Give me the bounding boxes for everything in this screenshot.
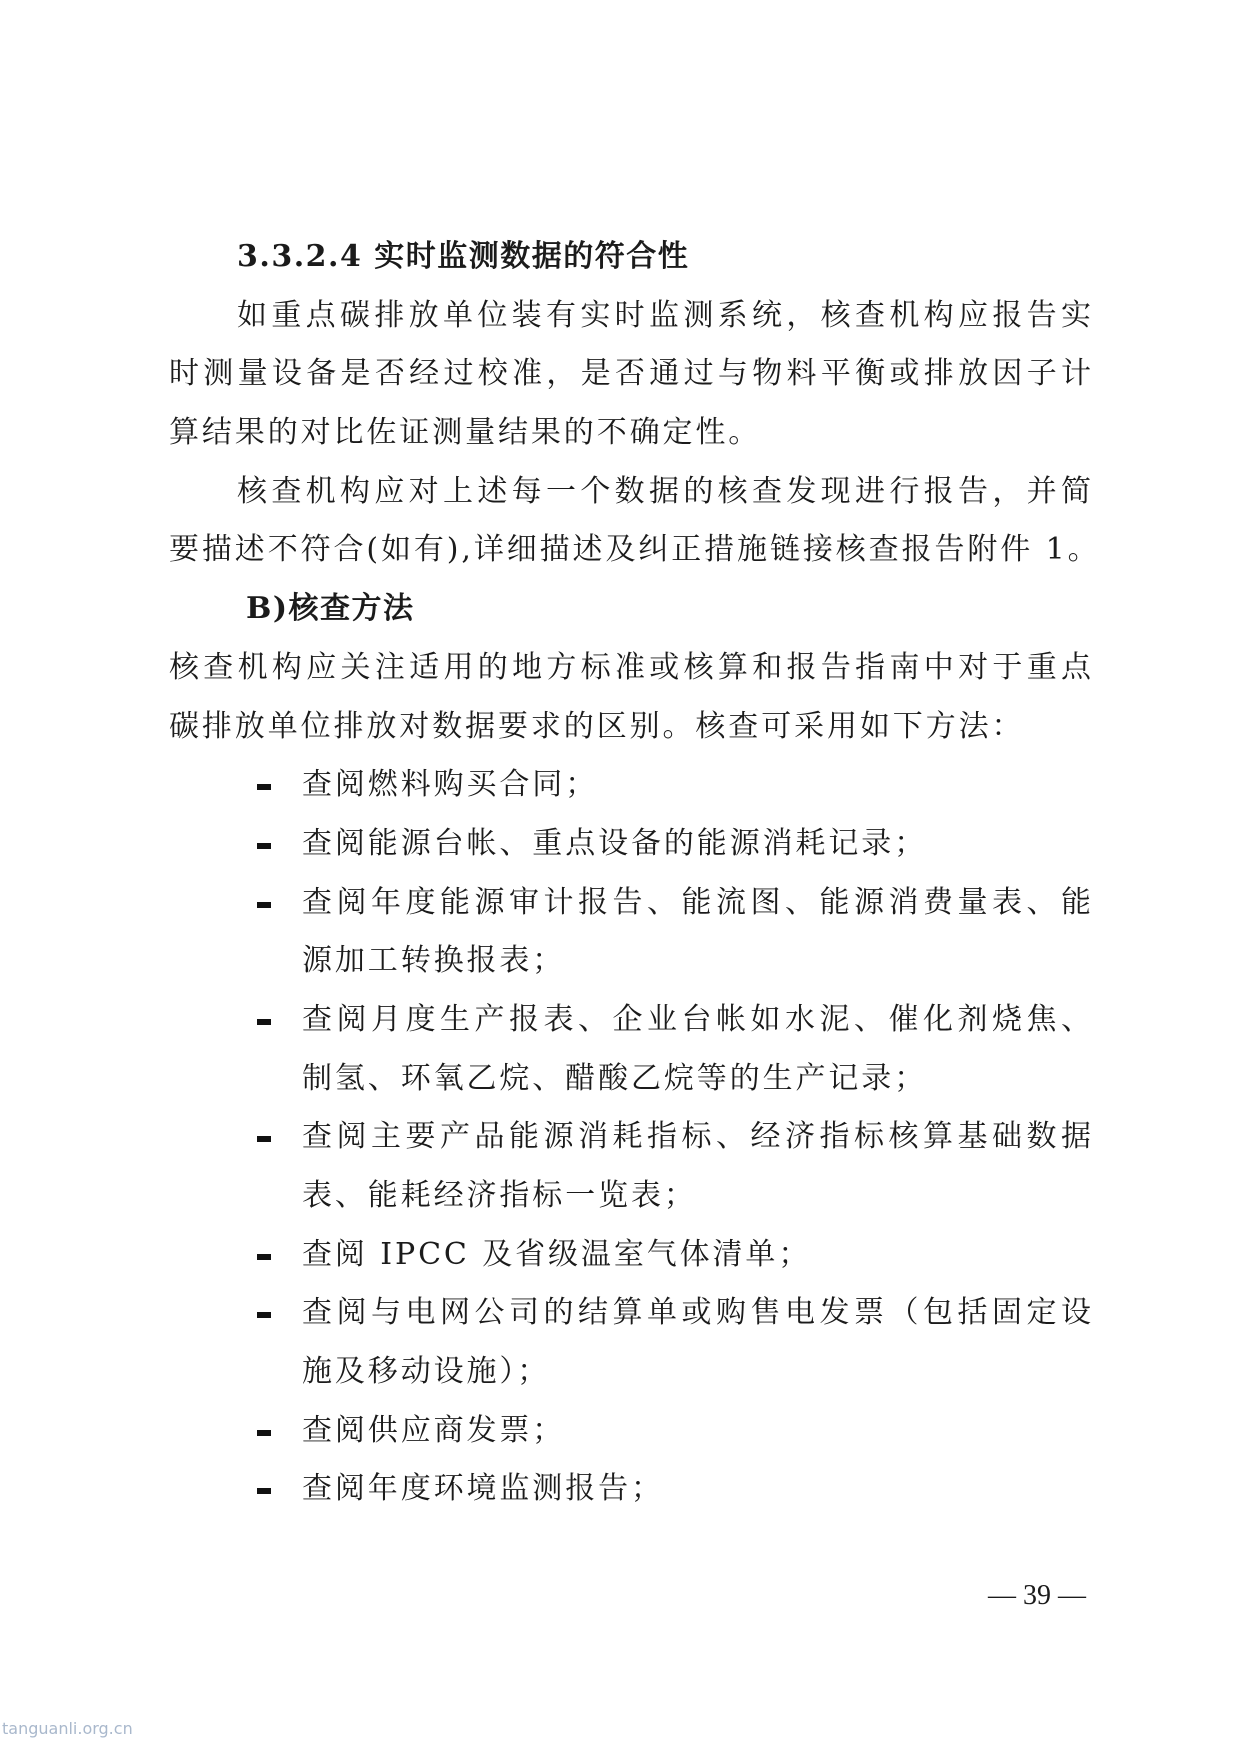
dash-icon <box>257 902 271 908</box>
intro-line: 核查机构应关注适用的地方标准或核算和报告指南中对于重点 <box>169 649 1091 685</box>
list-item-row <box>0 1108 1240 1167</box>
list-item-line: 查阅月度生产报表、企业台帐如水泥、催化剂烧焦、 <box>302 1001 1091 1037</box>
paragraph-line: 如重点碳排放单位装有实时监测系统，核查机构应报告实 <box>237 297 1091 333</box>
text-line <box>0 287 1240 346</box>
dash-icon <box>257 1312 271 1318</box>
text-line <box>0 580 1240 639</box>
method-list <box>0 756 1240 1519</box>
paragraph-line: 算结果的对比佐证测量结果的不确定性。 <box>169 415 762 451</box>
list-item <box>0 756 1240 815</box>
dash-icon <box>257 843 271 849</box>
section-heading: 3.3.2.4 实时监测数据的符合性 <box>237 239 690 274</box>
list-item-row <box>0 932 1240 991</box>
paragraph-line: 时测量设备是否经过校准，是否通过与物料平衡或排放因子计 <box>169 356 1091 392</box>
list-item-row <box>0 756 1240 815</box>
list-item <box>0 1284 1240 1401</box>
list-item <box>0 991 1240 1108</box>
paragraph <box>0 287 1240 463</box>
list-item-line: 查阅 IPCC 及省级温室气体清单； <box>302 1236 812 1272</box>
list-item-line: 查阅年度能源审计报告、能流图、能源消费量表、能 <box>302 884 1091 920</box>
paragraph <box>0 463 1240 580</box>
list-item-line: 查阅能源台帐、重点设备的能源消耗记录； <box>302 825 928 861</box>
text-line <box>0 521 1240 580</box>
list-item-row <box>0 1050 1240 1109</box>
text-line <box>0 698 1240 757</box>
list-item-line: 源加工转换报表； <box>302 943 566 979</box>
list-item-row <box>0 1226 1240 1285</box>
dash-icon <box>257 1488 271 1494</box>
method-heading: B)核查方法 <box>246 591 415 627</box>
text-line <box>0 404 1240 463</box>
list-item-row <box>0 991 1240 1050</box>
dash-icon <box>257 1430 271 1436</box>
dash-icon <box>257 1254 271 1260</box>
text-line <box>0 228 1240 287</box>
text-line <box>0 463 1240 522</box>
list-item-row <box>0 1167 1240 1226</box>
list-item <box>0 1108 1240 1225</box>
list-item-line: 施及移动设施）； <box>302 1354 551 1390</box>
paragraph-line: 要描述不符合(如有),详细描述及纠正措施链接核查报告附件 1。 <box>169 532 1101 568</box>
dash-icon <box>257 1019 271 1025</box>
list-item-row <box>0 1460 1240 1519</box>
paragraph-line: 核查机构应对上述每一个数据的核查发现进行报告，并简 <box>237 473 1091 509</box>
method-intro <box>0 639 1240 756</box>
watermark: tanguanli.org.cn <box>2 1719 133 1738</box>
text-line <box>0 639 1240 698</box>
list-item-line: 表、能耗经济指标一览表； <box>302 1178 697 1213</box>
list-item <box>0 1226 1240 1285</box>
list-item-row <box>0 874 1240 933</box>
list-item-line: 查阅年度环境监测报告； <box>302 1471 664 1507</box>
list-item-row <box>0 815 1240 874</box>
list-item-row <box>0 1343 1240 1402</box>
list-item-line: 查阅主要产品能源消耗指标、经济指标核算基础数据 <box>302 1119 1091 1155</box>
list-item-row <box>0 1402 1240 1461</box>
list-item-line: 查阅供应商发票； <box>302 1412 566 1448</box>
list-item-row <box>0 1284 1240 1343</box>
list-item-line: 制氢、环氧乙烷、醋酸乙烷等的生产记录； <box>302 1060 928 1096</box>
page-number: — 39 — <box>988 1580 1086 1611</box>
dash-icon <box>257 784 271 790</box>
list-item <box>0 815 1240 874</box>
list-item-line: 查阅燃料购买合同； <box>302 767 599 803</box>
intro-line: 碳排放单位排放对数据要求的区别。核查可采用如下方法： <box>169 708 1025 744</box>
document-body <box>0 228 1240 1519</box>
list-item <box>0 1460 1240 1519</box>
list-item-line: 查阅与电网公司的结算单或购售电发票（包括固定设 <box>302 1295 1091 1331</box>
text-line <box>0 345 1240 404</box>
list-item <box>0 1402 1240 1461</box>
dash-icon <box>257 1136 271 1142</box>
list-item <box>0 874 1240 991</box>
